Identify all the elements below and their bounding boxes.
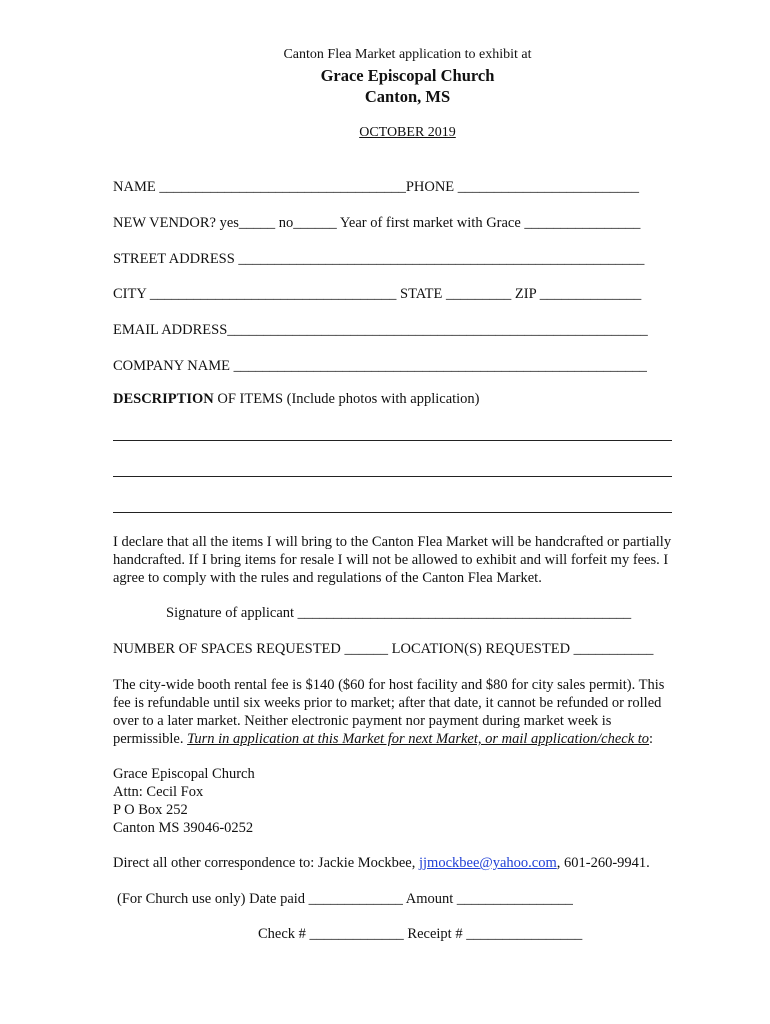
address-line: Canton MS 39046-0252 [113, 820, 254, 836]
address-line: Attn: Cecil Fox [113, 784, 204, 800]
declaration-line: agree to comply with the rules and regulations of the Canton Flea Market. [113, 570, 542, 586]
header-line-1: Canton Flea Market application to exhibit at [283, 47, 532, 62]
street-address-field[interactable]: STREET ADDRESS ________________________________________________________ [113, 251, 645, 267]
fee-line: The city-wide booth rental fee is $140 ($60 for host facility and $80 for city sales permit). This [113, 677, 665, 693]
correspondence-prefix: Direct all other correspondence to: Jackie Mockbee, [113, 855, 419, 871]
fee-paragraph [113, 676, 703, 748]
fee-line [113, 730, 703, 748]
correspondence-suffix: , 601-260-9941. [556, 855, 650, 871]
fee-plain-text: permissible. [113, 731, 188, 747]
declaration-line: I declare that all the items I will bring to the Canton Flea Market will be handcrafted or partially [113, 534, 672, 550]
fee-line: fee is refundable until six weeks prior to market; after that date, it cannot be refunded or rolled [113, 695, 662, 711]
declaration-line: handcrafted. If I bring items for resale I will not be allowed to exhibit and will forfeit my fees. I [113, 552, 669, 568]
church-use-date-amount[interactable]: (For Church use only) Date paid _____________ Amount ________________ [117, 891, 573, 907]
church-use-check-receipt[interactable]: Check # _____________ Receipt # ________________ [258, 926, 583, 942]
description-label-bold: DESCRIPTION [113, 391, 214, 407]
declaration-paragraph [113, 533, 703, 587]
church-name-heading: Grace Episcopal Church [320, 66, 495, 85]
mail-instruction: Turn in application at this Market for next Market, or mail application/check to [187, 731, 650, 747]
company-name-field[interactable]: COMPANY NAME _________________________________________________________ [113, 358, 647, 374]
address-line: Grace Episcopal Church [113, 766, 255, 782]
email-address-field[interactable]: EMAIL ADDRESS__________________________________________________________ [113, 322, 648, 338]
address-line: P O Box 252 [113, 802, 188, 818]
fee-colon: : [649, 731, 654, 747]
spaces-location-field[interactable]: NUMBER OF SPACES REQUESTED ______ LOCATION(S) REQUESTED ___________ [113, 641, 654, 657]
name-phone-field[interactable]: NAME __________________________________PHONE _________________________ [113, 179, 640, 195]
correspondence-line [113, 854, 650, 872]
description-label [113, 390, 480, 408]
mailing-address [113, 765, 703, 837]
signature-field[interactable]: Signature of applicant ______________________________________________ [166, 605, 632, 621]
description-line-1[interactable] [113, 440, 672, 441]
new-vendor-field[interactable]: NEW VENDOR? yes_____ no______ Year of first market with Grace ________________ [113, 215, 641, 231]
description-line-3[interactable] [113, 512, 672, 513]
description-label-rest: OF ITEMS (Include photos with application) [213, 391, 480, 407]
market-date: OCTOBER 2019 [359, 125, 456, 140]
fee-line: over to a later market. Neither electronic payment nor payment during market week is [113, 713, 612, 729]
description-line-2[interactable] [113, 476, 672, 477]
contact-email-link[interactable]: jjmockbee@yahoo.com [418, 855, 557, 871]
location-heading: Canton, MS [364, 87, 451, 106]
city-state-zip-field[interactable]: CITY __________________________________ STATE _________ ZIP ______________ [113, 286, 642, 302]
